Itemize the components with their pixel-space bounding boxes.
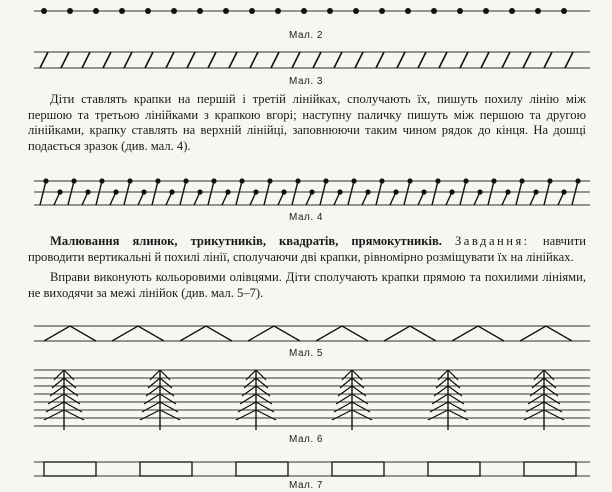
dot	[197, 189, 202, 194]
triangle	[452, 326, 504, 341]
dot	[327, 8, 333, 14]
paragraph-dots-and-lines: Діти ставлять крапки на першій і третій лінійках, сполучають їх, пишуть похилу лінію між першою та третьою лінійками з крапкою вгорі; наступну паличку пишуть між першою та другою лінійками, крапку ставлять на верхній лінійці, заповнюючи таким чином рядок до кінця. На дошці подається зразок (див. мал. 4).	[28, 92, 586, 153]
slanted-stick	[124, 52, 132, 68]
section-heading: Малювання ялинок, трикутників, квадратів, прямокутників.	[50, 234, 442, 248]
dot	[533, 189, 538, 194]
slanted-stick	[544, 52, 552, 68]
slanted-stick	[208, 52, 216, 68]
task-label: Завдання:	[455, 234, 530, 248]
dot	[113, 189, 118, 194]
stick	[152, 181, 158, 205]
dot	[211, 178, 216, 183]
triangle	[248, 326, 300, 341]
stick	[96, 181, 102, 205]
slanted-stick	[250, 52, 258, 68]
stick	[208, 181, 214, 205]
stick	[488, 181, 494, 205]
dot	[421, 189, 426, 194]
stick	[432, 181, 438, 205]
stick	[460, 181, 466, 205]
triangle	[316, 326, 368, 341]
dot	[379, 178, 384, 183]
slanted-stick	[313, 52, 321, 68]
stick	[544, 181, 550, 205]
slanted-stick	[82, 52, 90, 68]
dot	[127, 178, 132, 183]
slanted-stick	[460, 52, 468, 68]
stick	[376, 181, 382, 205]
dot	[223, 8, 229, 14]
figure-7-caption: Мал. 7	[289, 480, 323, 491]
dot	[119, 8, 125, 14]
triangle	[180, 326, 232, 341]
figure-3-slanted-lines	[0, 44, 612, 74]
triangle	[520, 326, 572, 341]
dot	[351, 178, 356, 183]
slanted-stick	[376, 52, 384, 68]
slanted-stick	[103, 52, 111, 68]
dot	[71, 178, 76, 183]
dot	[519, 178, 524, 183]
dot	[457, 8, 463, 14]
stick	[264, 181, 270, 205]
rectangle	[44, 462, 96, 476]
slanted-stick	[61, 52, 69, 68]
triangle	[44, 326, 96, 341]
figure-6-fir-trees	[0, 364, 612, 434]
slanted-stick	[271, 52, 279, 68]
dot	[309, 189, 314, 194]
dot	[275, 8, 281, 14]
dot	[225, 189, 230, 194]
dot	[171, 8, 177, 14]
figure-5-triangles	[0, 318, 612, 348]
figure-2-dots	[0, 0, 612, 28]
triangle	[384, 326, 436, 341]
slanted-stick	[40, 52, 48, 68]
stick	[180, 181, 186, 205]
dot	[463, 178, 468, 183]
dot	[407, 178, 412, 183]
stick	[292, 181, 298, 205]
dot	[547, 178, 552, 183]
stick	[320, 181, 326, 205]
slanted-stick	[292, 52, 300, 68]
rectangle	[524, 462, 576, 476]
stick	[236, 181, 242, 205]
figure-4-caption: Мал. 4	[289, 212, 323, 223]
paragraph-exercises: Вправи виконують кольоровими олівцями. Діти сполучають крапки прямою та похилими лініями, не виходячи за межі лінійок (див. мал. 5–7).	[28, 270, 586, 300]
dot	[301, 8, 307, 14]
dot	[365, 189, 370, 194]
slanted-stick	[397, 52, 405, 68]
dot	[505, 189, 510, 194]
figure-3-caption: Мал. 3	[289, 76, 323, 87]
dot	[393, 189, 398, 194]
dot	[249, 8, 255, 14]
slanted-stick	[481, 52, 489, 68]
dot	[141, 189, 146, 194]
dot	[145, 8, 151, 14]
stick	[40, 181, 46, 205]
dot	[57, 189, 62, 194]
paragraph-drawing-trees	[28, 234, 586, 265]
slanted-stick	[355, 52, 363, 68]
figure-5-caption: Мал. 5	[289, 348, 323, 359]
stick	[68, 181, 74, 205]
dot	[169, 189, 174, 194]
slanted-stick	[565, 52, 573, 68]
dot	[267, 178, 272, 183]
dot	[491, 178, 496, 183]
dot	[337, 189, 342, 194]
dot	[509, 8, 515, 14]
dot	[379, 8, 385, 14]
dot	[561, 189, 566, 194]
dot	[435, 178, 440, 183]
figure-4-sticks-with-dots	[0, 172, 612, 212]
slanted-stick	[187, 52, 195, 68]
slanted-stick	[229, 52, 237, 68]
slanted-stick	[439, 52, 447, 68]
figure-6-caption: Мал. 6	[289, 434, 323, 445]
rectangle	[140, 462, 192, 476]
slanted-stick	[334, 52, 342, 68]
stick	[572, 181, 578, 205]
dot	[295, 178, 300, 183]
stick	[348, 181, 354, 205]
dot	[477, 189, 482, 194]
stick	[516, 181, 522, 205]
dot	[431, 8, 437, 14]
slanted-stick	[502, 52, 510, 68]
dot	[85, 189, 90, 194]
figure-2-caption: Мал. 2	[289, 30, 323, 41]
rectangle	[332, 462, 384, 476]
slanted-stick	[166, 52, 174, 68]
slanted-stick	[418, 52, 426, 68]
dot	[155, 178, 160, 183]
rectangle	[236, 462, 288, 476]
dot	[449, 189, 454, 194]
dot	[41, 8, 47, 14]
dot	[93, 8, 99, 14]
dot	[353, 8, 359, 14]
dot	[43, 178, 48, 183]
dot	[323, 178, 328, 183]
dot	[561, 8, 567, 14]
task-text: навчити проводити вертикальні й похилі лінії, сполучаючи дві крапки, рівномірно розміщувати їх на лінійках.	[28, 234, 586, 264]
dot	[239, 178, 244, 183]
dot	[99, 178, 104, 183]
dot	[575, 178, 580, 183]
slanted-stick	[523, 52, 531, 68]
dot	[67, 8, 73, 14]
dot	[197, 8, 203, 14]
dot	[535, 8, 541, 14]
dot	[183, 178, 188, 183]
dot	[281, 189, 286, 194]
slanted-stick	[145, 52, 153, 68]
stick	[404, 181, 410, 205]
dot	[483, 8, 489, 14]
dot	[253, 189, 258, 194]
figure-7-rectangles	[0, 452, 612, 480]
stick	[124, 181, 130, 205]
triangle	[112, 326, 164, 341]
rectangle	[428, 462, 480, 476]
dot	[405, 8, 411, 14]
